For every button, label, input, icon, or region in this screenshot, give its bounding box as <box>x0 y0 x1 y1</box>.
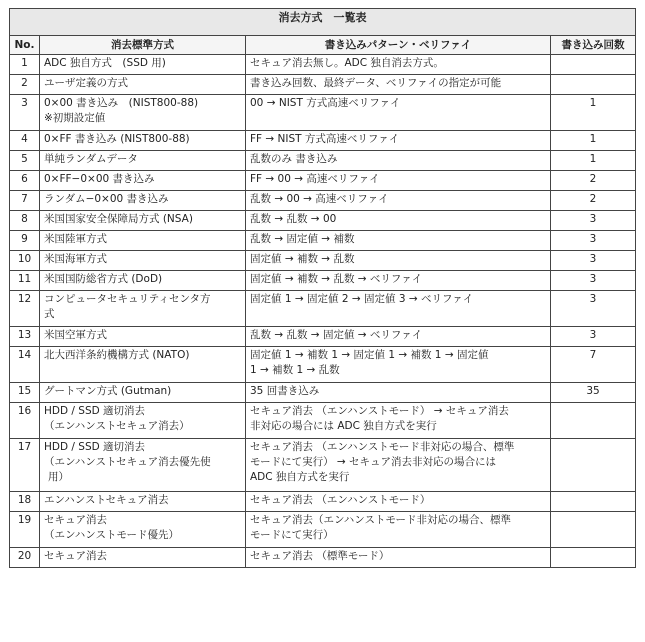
row-count <box>551 492 636 512</box>
row-no: 5 <box>10 151 40 171</box>
row-method-line1: コンピュータセキュリティセンタ方 <box>44 293 211 305</box>
row-pattern-line1: セキュア消去 （エンハンストモード非対応の場合、標準 <box>250 441 515 453</box>
row-method-line2: （エンハンストセキュア消去優先使 <box>44 456 211 468</box>
row-pattern: セキュア消去 （エンハンストモード） <box>246 492 551 512</box>
row-no: 4 <box>10 131 40 151</box>
row-pattern: 00 → NIST 方式高速ベリファイ <box>246 95 551 131</box>
row-pattern: FF → 00 → 高速ベリファイ <box>246 171 551 191</box>
row-no: 13 <box>10 327 40 347</box>
row-count <box>551 439 636 492</box>
row-method: セキュア消去 <box>40 548 246 568</box>
table-title: 消去方式 一覧表 <box>10 9 636 36</box>
row-method <box>40 439 246 492</box>
row-method <box>40 291 246 327</box>
row-no: 12 <box>10 291 40 327</box>
table-row <box>10 548 636 568</box>
row-method-line3: 用） <box>48 471 69 483</box>
header-count: 書き込み回数 <box>551 36 636 55</box>
row-pattern <box>246 439 551 492</box>
row-count <box>551 512 636 548</box>
header-method: 消去標準方式 <box>40 36 246 55</box>
row-method-line2: 式 <box>44 308 55 320</box>
row-pattern-line1: 固定値 1 → 補数 1 → 固定値 1 → 補数 1 → 固定値 <box>250 349 489 361</box>
row-method-line2: （エンハンストモード優先） <box>44 529 180 541</box>
table-row <box>10 131 636 151</box>
row-no: 6 <box>10 171 40 191</box>
row-no: 10 <box>10 251 40 271</box>
row-method: 米国国防総省方式 (DoD) <box>40 271 246 291</box>
row-count: 3 <box>551 271 636 291</box>
row-pattern: 乱数 → 乱数 → 00 <box>246 211 551 231</box>
row-count <box>551 55 636 75</box>
row-count: 7 <box>551 347 636 383</box>
row-pattern: 書き込み回数、最終データ、ベリファイの指定が可能 <box>246 75 551 95</box>
row-pattern: 乱数 → 固定値 → 補数 <box>246 231 551 251</box>
row-pattern: 乱数のみ 書き込み <box>246 151 551 171</box>
row-count <box>551 75 636 95</box>
row-no: 17 <box>10 439 40 492</box>
row-count: 1 <box>551 131 636 151</box>
row-method: 0×FF−0×00 書き込み <box>40 171 246 191</box>
row-no: 14 <box>10 347 40 383</box>
row-count: 35 <box>551 383 636 403</box>
row-pattern-line3: ADC 独自方式を実行 <box>250 471 350 483</box>
row-pattern <box>246 403 551 439</box>
table-row <box>10 403 636 439</box>
row-method: 米国陸軍方式 <box>40 231 246 251</box>
row-method <box>40 512 246 548</box>
table-row <box>10 251 636 271</box>
row-pattern: 35 回書き込み <box>246 383 551 403</box>
row-pattern-line2: 1 → 補数 1 → 乱数 <box>250 364 340 376</box>
row-no: 3 <box>10 95 40 131</box>
row-count: 1 <box>551 151 636 171</box>
row-pattern: 固定値 → 補数 → 乱数 <box>246 251 551 271</box>
row-method-line1: HDD / SSD 適切消去 <box>44 405 146 417</box>
row-method: 0×FF 書き込み (NIST800-88) <box>40 131 246 151</box>
row-method: 北大西洋条約機構方式 (NATO) <box>40 347 246 383</box>
row-method: グートマン方式 (Gutman) <box>40 383 246 403</box>
row-no: 19 <box>10 512 40 548</box>
row-count: 3 <box>551 211 636 231</box>
table-row <box>10 151 636 171</box>
row-no: 9 <box>10 231 40 251</box>
erase-method-table <box>9 8 636 568</box>
row-no: 8 <box>10 211 40 231</box>
row-pattern: 固定値 → 補数 → 乱数 → ベリファイ <box>246 271 551 291</box>
table-row <box>10 95 636 131</box>
row-pattern-line2: 非対応の場合には ADC 独自方式を実行 <box>250 420 437 432</box>
row-no: 18 <box>10 492 40 512</box>
table-row <box>10 439 636 492</box>
row-count: 3 <box>551 231 636 251</box>
row-method: ユーザ定義の方式 <box>40 75 246 95</box>
table-row <box>10 512 636 548</box>
row-method-line1: HDD / SSD 適切消去 <box>44 441 146 453</box>
row-method: 単純ランダムデータ <box>40 151 246 171</box>
row-method <box>40 403 246 439</box>
row-pattern: 固定値 1 → 固定値 2 → 固定値 3 → ベリファイ <box>246 291 551 327</box>
row-pattern-line1: セキュア消去 （エンハンストモード） → セキュア消去 <box>250 405 509 417</box>
row-method-line1: セキュア消去 <box>44 514 107 526</box>
row-method-line1: 0×00 書き込み (NIST800-88) <box>44 97 199 109</box>
table-row <box>10 383 636 403</box>
header-no: No. <box>10 36 40 55</box>
row-count: 2 <box>551 171 636 191</box>
table-row <box>10 171 636 191</box>
row-no: 16 <box>10 403 40 439</box>
table-row <box>10 55 636 75</box>
row-method-line2: ※初期設定値 <box>44 112 106 124</box>
row-pattern <box>246 347 551 383</box>
row-method-line2: （エンハンストセキュア消去） <box>44 420 190 432</box>
row-pattern-line2: モードにて実行） <box>250 529 334 541</box>
row-method: 米国国家安全保障局方式 (NSA) <box>40 211 246 231</box>
table-row <box>10 327 636 347</box>
row-no: 7 <box>10 191 40 211</box>
row-method: 米国海軍方式 <box>40 251 246 271</box>
row-method: エンハンストセキュア消去 <box>40 492 246 512</box>
row-method <box>40 95 246 131</box>
table-row <box>10 75 636 95</box>
table-row <box>10 271 636 291</box>
table-row <box>10 211 636 231</box>
table-row <box>10 231 636 251</box>
row-count <box>551 548 636 568</box>
table-row <box>10 291 636 327</box>
row-pattern-line2: モードにて実行） → セキュア消去非対応の場合には <box>250 456 497 468</box>
row-pattern <box>246 512 551 548</box>
row-count <box>551 403 636 439</box>
row-pattern: 乱数 → 乱数 → 固定値 → ベリファイ <box>246 327 551 347</box>
row-pattern: 乱数 → 00 → 高速ベリファイ <box>246 191 551 211</box>
row-pattern-line1: セキュア消去（エンハンストモード非対応の場合、標準 <box>250 514 512 526</box>
header-pattern: 書き込みパターン・ベリファイ <box>246 36 551 55</box>
table-row <box>10 492 636 512</box>
row-count: 3 <box>551 291 636 327</box>
row-count: 3 <box>551 251 636 271</box>
row-pattern: セキュア消去無し。ADC 独自消去方式。 <box>246 55 551 75</box>
row-pattern: セキュア消去 （標準モード） <box>246 548 551 568</box>
row-count: 2 <box>551 191 636 211</box>
table-row <box>10 347 636 383</box>
row-method: ADC 独自方式 (SSD 用) <box>40 55 246 75</box>
row-no: 2 <box>10 75 40 95</box>
row-no: 20 <box>10 548 40 568</box>
row-count: 3 <box>551 327 636 347</box>
row-count: 1 <box>551 95 636 131</box>
row-no: 11 <box>10 271 40 291</box>
row-no: 1 <box>10 55 40 75</box>
row-pattern: FF → NIST 方式高速ベリファイ <box>246 131 551 151</box>
table-row <box>10 191 636 211</box>
row-method: ランダム−0×00 書き込み <box>40 191 246 211</box>
row-method: 米国空軍方式 <box>40 327 246 347</box>
row-no: 15 <box>10 383 40 403</box>
